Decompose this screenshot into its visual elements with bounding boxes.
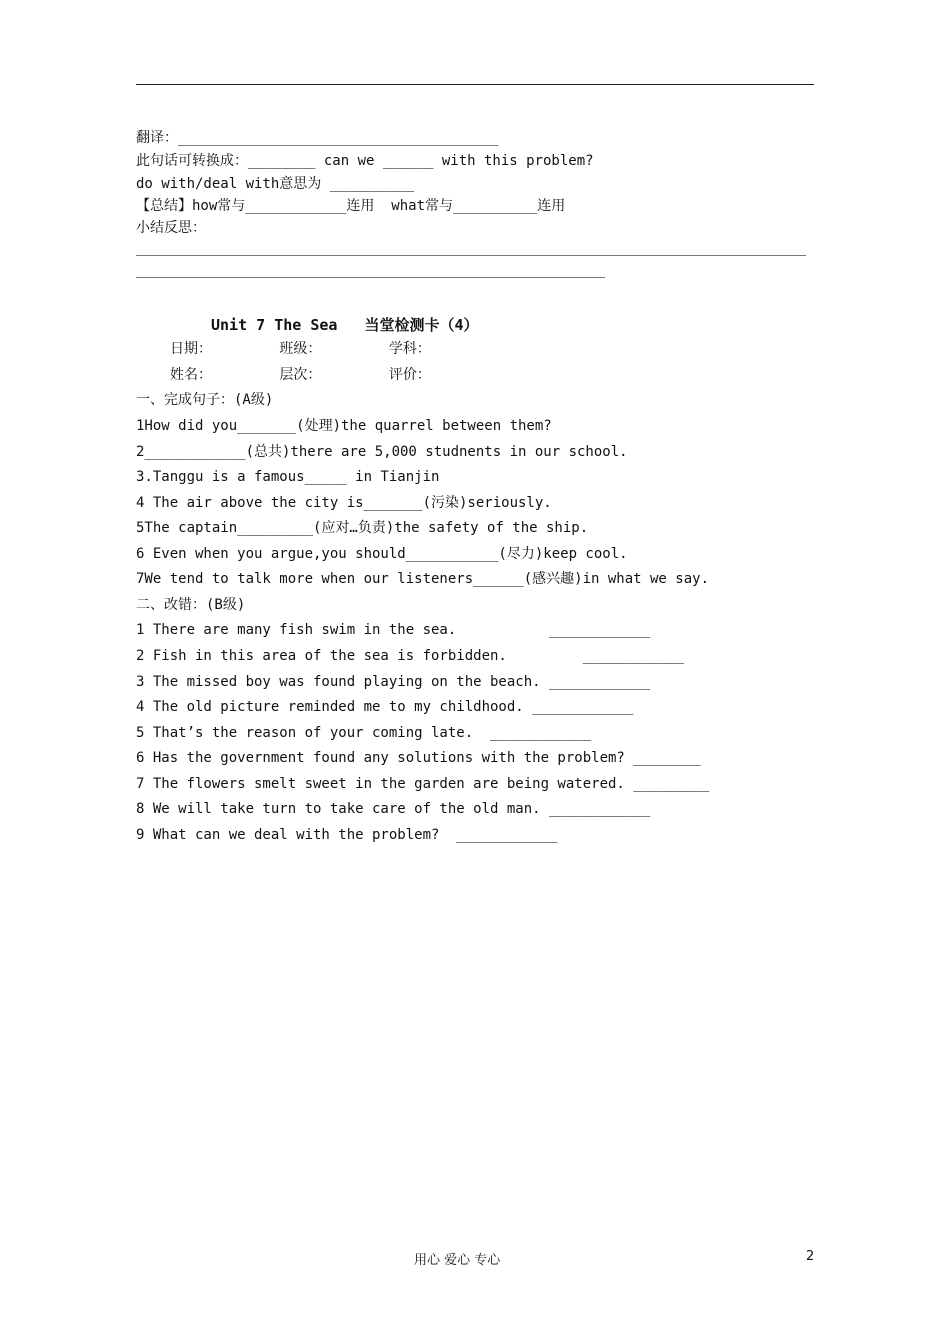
header-rule: [136, 84, 814, 85]
correction-item: 5 That’s the reason of your coming late. ____________: [136, 725, 592, 741]
translate-line: 翻译：______________________________________: [136, 130, 499, 146]
sentence-item: 1How did you_______(处理)the quarrel between them?: [136, 418, 552, 434]
correction-item: 8 We will take turn to take care of the old man. ____________: [136, 801, 651, 817]
sentence-item: 7We tend to talk more when our listeners______(感兴趣)in what we say.: [136, 571, 710, 587]
reflection-label: 小结反思：: [136, 220, 206, 236]
reflection-answer-line: [136, 277, 605, 278]
sentence-item: 5The captain_________(应对…负责)the safety of the ship.: [136, 520, 589, 536]
page-number: 2: [806, 1249, 815, 1264]
info-row-2: 姓名： 层次： 评价：: [170, 367, 431, 383]
reflection-answer-line: [136, 255, 806, 256]
correction-item: 1 There are many fish swim in the sea. ____________: [136, 622, 651, 638]
section-corrections: 二、改错：(B级): [136, 597, 246, 613]
correction-item: 6 Has the government found any solutions with the problem? ________: [136, 750, 701, 766]
summary-line: 【总结】how常与____________连用 what常与__________连用: [136, 198, 566, 214]
sentence-item: 6 Even when you argue,you should___________(尽力)keep cool.: [136, 546, 628, 562]
sentence-item: 4 The air above the city is_______(污染)seriously.: [136, 495, 552, 511]
card-title: Unit 7 The Sea 当堂检测卡（4）: [211, 316, 479, 334]
correction-item: 2 Fish in this area of the sea is forbidden. ____________: [136, 648, 684, 664]
sentence-item: 3.Tanggu is a famous_____ in Tianjin: [136, 469, 440, 485]
convert-line: 此句话可转换成：________ can we ______ with this problem?: [136, 153, 594, 169]
correction-item: 9 What can we deal with the problem? ____________: [136, 827, 558, 843]
correction-item: 3 The missed boy was found playing on the beach. ____________: [136, 674, 651, 690]
sentence-item: 2____________(总共)there are 5,000 studnents in our school.: [136, 444, 628, 460]
info-row-1: 日期： 班级： 学科：: [170, 341, 431, 357]
footer-motto: 用心 爱心 专心: [414, 1253, 501, 1268]
correction-item: 4 The old picture reminded me to my childhood. ____________: [136, 699, 634, 715]
section-complete-sentences: 一、完成句子：(A级): [136, 392, 274, 408]
correction-item: 7 The flowers smelt sweet in the garden are being watered. _________: [136, 776, 710, 792]
meaning-line: do with/deal with意思为 __________: [136, 176, 415, 192]
